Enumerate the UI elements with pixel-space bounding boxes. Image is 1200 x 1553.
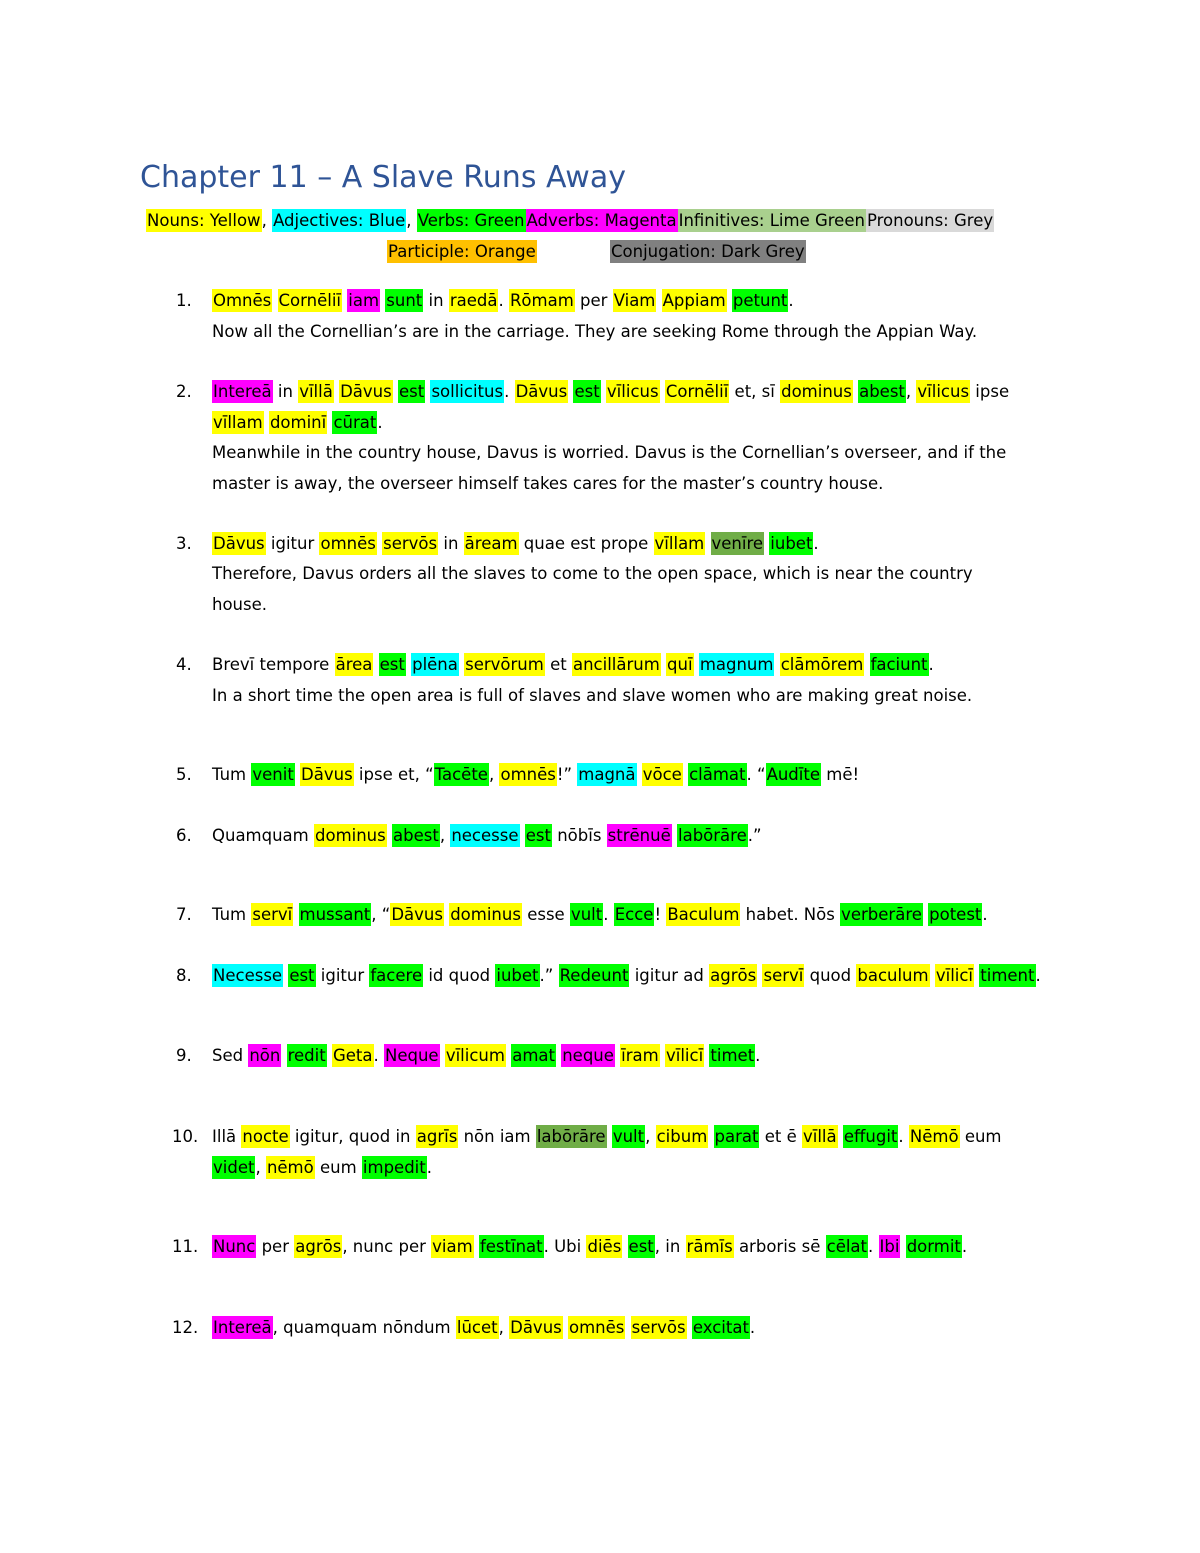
highlighted-word: faciunt	[870, 655, 928, 674]
highlighted-word: servōs	[383, 534, 438, 553]
highlighted-word: Redeunt	[559, 966, 629, 985]
legend-infinitives: Infinitives: Lime Green	[678, 211, 865, 230]
plain-text	[900, 1237, 905, 1256]
translation: Meanwhile in the country house, Davus is worried. Davus is the Cornellian’s overseer, and if the	[212, 443, 1007, 462]
highlighted-word: Geta	[332, 1046, 373, 1065]
highlighted-word: Necesse	[213, 966, 283, 985]
plain-text: Illā	[212, 1127, 242, 1146]
plain-text	[293, 905, 298, 924]
plain-text: .	[377, 413, 383, 432]
highlighted-word: baculum	[857, 966, 929, 985]
highlighted-word: amat	[512, 1046, 555, 1065]
plain-text: arboris sē	[733, 1237, 826, 1256]
highlighted-word: timet	[710, 1046, 755, 1065]
latin-sentence-cont	[212, 1156, 432, 1180]
highlighted-word: agrōs	[710, 966, 757, 985]
item-number: 9.	[176, 1046, 192, 1065]
highlighted-word: Neque	[385, 1046, 439, 1065]
highlighted-word: vīlicus	[606, 382, 659, 401]
translation: master is away, the overseer himself takes cares for the master’s country house.	[212, 474, 884, 493]
item-number: 5.	[176, 765, 192, 784]
highlighted-word: abest	[859, 382, 905, 401]
item-number: 12.	[172, 1318, 199, 1337]
highlighted-word: strēnuē	[607, 826, 671, 845]
plain-text: habet. Nōs	[740, 905, 841, 924]
item-number: 4.	[176, 655, 192, 674]
plain-text: in	[272, 382, 299, 401]
highlighted-word: facere	[370, 966, 423, 985]
highlighted-word: dominus	[315, 826, 386, 845]
plain-text	[272, 291, 277, 310]
latin-sentence	[212, 763, 859, 787]
highlighted-word: Baculum	[667, 905, 740, 924]
plain-text: ,	[905, 382, 917, 401]
plain-text: , “	[371, 905, 391, 924]
plain-text: , nunc per	[342, 1237, 432, 1256]
highlighted-word: vīllā	[299, 382, 333, 401]
legend-conjugation: Conjugation: Dark Grey	[611, 242, 805, 261]
highlighted-word: magnum	[699, 655, 774, 674]
highlighted-word: Nēmō	[909, 1127, 959, 1146]
plain-text: mē!	[821, 765, 860, 784]
translation: In a short time the open area is full of slaves and slave women who are making great noise.	[212, 686, 973, 705]
plain-text: eum	[314, 1158, 362, 1177]
plain-text: . Ubi	[543, 1237, 587, 1256]
plain-text: et	[544, 655, 572, 674]
translation: house.	[212, 595, 268, 614]
plain-text: quae est prope	[518, 534, 654, 553]
highlighted-word: Ibi	[879, 1237, 900, 1256]
highlighted-word: servī	[763, 966, 804, 985]
highlighted-word: rāmīs	[686, 1237, 733, 1256]
highlighted-word: excitat	[692, 1318, 749, 1337]
plain-text: igitur	[265, 534, 320, 553]
plain-text: ,	[488, 765, 500, 784]
highlighted-word: necesse	[451, 826, 519, 845]
plain-text: Tum	[212, 905, 252, 924]
legend-participle: Participle: Orange	[388, 242, 536, 261]
highlighted-word: est	[628, 1237, 654, 1256]
highlighted-word: Rōmam	[509, 291, 574, 310]
highlighted-word: nēmō	[266, 1158, 314, 1177]
plain-text: .”	[539, 966, 559, 985]
plain-text	[656, 291, 661, 310]
highlighted-word: vōce	[642, 765, 682, 784]
item-number: 1.	[176, 291, 192, 310]
latin-sentence	[212, 380, 1009, 404]
plain-text: , in	[654, 1237, 686, 1256]
item-number: 6.	[176, 826, 192, 845]
highlighted-word: neque	[562, 1046, 614, 1065]
item-number: 7.	[176, 905, 192, 924]
highlighted-word: labōrāre	[678, 826, 747, 845]
latin-sentence	[212, 964, 1041, 988]
plain-text: ipse	[970, 382, 1010, 401]
highlighted-word: Ecce	[614, 905, 654, 924]
highlighted-word: mussant	[299, 905, 371, 924]
plain-text: in	[438, 534, 464, 553]
highlighted-word: Cornēliī	[665, 382, 729, 401]
plain-text: ipse et, “	[353, 765, 434, 784]
highlighted-word: venīre	[711, 534, 764, 553]
highlighted-word: āream	[464, 534, 518, 553]
highlighted-word: sollicitus	[431, 382, 504, 401]
plain-text: igitur	[315, 966, 370, 985]
latin-sentence	[212, 289, 794, 313]
latin-sentence-cont	[212, 411, 383, 435]
item-number: 3.	[176, 534, 192, 553]
highlighted-word: est	[289, 966, 315, 985]
highlighted-word: Dāvus	[510, 1318, 562, 1337]
plain-text	[864, 655, 869, 674]
latin-sentence	[212, 824, 762, 848]
highlighted-word: servōrum	[465, 655, 544, 674]
highlighted-word: Dāvus	[391, 905, 443, 924]
highlighted-word: parat	[714, 1127, 759, 1146]
plain-text: .	[813, 534, 819, 553]
plain-text: .	[749, 1318, 756, 1337]
plain-text: , quamquam nōndum	[272, 1318, 456, 1337]
plain-text: .	[755, 1046, 761, 1065]
highlighted-word: dormit	[906, 1237, 961, 1256]
plain-text: esse	[521, 905, 570, 924]
plain-text: eum	[959, 1127, 1002, 1146]
highlighted-word: iam	[348, 291, 380, 310]
legend-pronouns: Pronouns: Grey	[866, 211, 994, 230]
item-number: 11.	[172, 1237, 199, 1256]
plain-text: ,	[255, 1158, 266, 1177]
highlighted-word: ancillārum	[572, 655, 660, 674]
highlighted-word: potest	[929, 905, 982, 924]
highlighted-word: vīllam	[654, 534, 705, 553]
plain-text	[520, 826, 525, 845]
highlighted-word: Tacēte	[434, 765, 488, 784]
highlighted-word: magnā	[578, 765, 636, 784]
highlighted-word: Omnēs	[213, 291, 272, 310]
highlighted-word: sunt	[386, 291, 423, 310]
latin-sentence	[212, 1125, 1002, 1149]
highlighted-word: Cornēliī	[278, 291, 341, 310]
latin-sentence	[212, 903, 988, 927]
latin-sentence	[212, 1316, 755, 1340]
plain-text: .	[426, 1158, 432, 1177]
plain-text: .	[498, 291, 509, 310]
plain-text: Brevī tempore	[212, 655, 335, 674]
plain-text: nōbīs	[551, 826, 607, 845]
plain-text: ,	[645, 1127, 656, 1146]
highlighted-word: cēlat	[826, 1237, 868, 1256]
highlighted-word: redit	[287, 1046, 326, 1065]
plain-text: .	[898, 1127, 909, 1146]
plain-text	[774, 655, 779, 674]
plain-text: in	[423, 291, 449, 310]
highlighted-word: agrōs	[295, 1237, 342, 1256]
highlighted-word: Appiam	[662, 291, 726, 310]
highlighted-word: ārea	[335, 655, 373, 674]
highlighted-word: vīllam	[213, 413, 263, 432]
highlighted-word: quī	[667, 655, 693, 674]
plain-text: .”	[747, 826, 762, 845]
plain-text	[637, 765, 642, 784]
item-number: 10.	[172, 1127, 199, 1146]
highlighted-word: omnēs	[500, 765, 556, 784]
highlighted-word: impedit	[362, 1158, 426, 1177]
plain-text: ,	[439, 826, 451, 845]
item-number: 2.	[176, 382, 192, 401]
highlighted-word: petunt	[732, 291, 788, 310]
plain-text: Sed	[212, 1046, 249, 1065]
plain-text: .	[603, 905, 614, 924]
plain-text: .	[1035, 966, 1041, 985]
highlighted-word: iubet	[496, 966, 539, 985]
highlighted-word: servī	[252, 905, 293, 924]
plain-text: per	[574, 291, 613, 310]
highlighted-word: lūcet	[456, 1318, 498, 1337]
plain-text: .	[961, 1237, 968, 1256]
highlighted-word: Audīte	[766, 765, 820, 784]
plain-text: Tum	[212, 765, 252, 784]
latin-sentence	[212, 532, 819, 556]
plain-text: .	[788, 291, 794, 310]
highlighted-word: vīlicum	[445, 1046, 505, 1065]
highlighted-word: Dāvus	[301, 765, 353, 784]
highlighted-word: venit	[252, 765, 294, 784]
highlighted-word: est	[574, 382, 600, 401]
plain-text: .	[504, 382, 515, 401]
plain-text	[708, 1127, 713, 1146]
highlighted-word: vult	[570, 905, 603, 924]
legend-verbs: Verbs: Green	[417, 211, 525, 230]
latin-sentence	[212, 653, 934, 677]
highlighted-word: verberāre	[841, 905, 922, 924]
highlighted-word: timent	[980, 966, 1035, 985]
plain-text: .	[373, 1046, 384, 1065]
legend-adjectives: Adjectives: Blue	[273, 211, 406, 230]
legend-row-1: Nouns: Yellow, Adjectives: Blue, Verbs: Green Adverbs: Magenta Infinitives: Lime Green Pronouns: Grey	[147, 211, 994, 230]
plain-text	[622, 1237, 627, 1256]
plain-text: .	[982, 905, 988, 924]
translation: Therefore, Davus orders all the slaves to come to the open space, which is near the country	[212, 564, 973, 583]
highlighted-word: omnēs	[320, 534, 376, 553]
highlighted-word: clāmat	[689, 765, 746, 784]
highlighted-word: dominus	[450, 905, 521, 924]
plain-text: !	[654, 905, 667, 924]
highlighted-word: servōs	[631, 1318, 686, 1337]
plain-text: igitur, quod in	[289, 1127, 416, 1146]
highlighted-word: nōn	[249, 1046, 281, 1065]
highlighted-word: agrīs	[416, 1127, 458, 1146]
plain-text: .	[928, 655, 934, 674]
highlighted-word: vīlicus	[917, 382, 970, 401]
plain-text: Quamquam	[212, 826, 314, 845]
highlighted-word: videt	[213, 1158, 255, 1177]
highlighted-word: abest	[393, 826, 439, 845]
plain-text: igitur ad	[629, 966, 710, 985]
legend-adverbs: Adverbs: Magenta	[526, 211, 677, 230]
highlighted-word: vīlicī	[935, 966, 974, 985]
item-number: 8.	[176, 966, 192, 985]
plain-text	[705, 534, 710, 553]
highlighted-word: vult	[612, 1127, 645, 1146]
highlighted-word: est	[398, 382, 425, 401]
highlighted-word: plēna	[412, 655, 458, 674]
highlighted-word: raedā	[449, 291, 498, 310]
highlighted-word: Nunc	[213, 1237, 256, 1256]
highlighted-word: effugit	[843, 1127, 898, 1146]
highlighted-word: Dāvus	[340, 382, 392, 401]
highlighted-word: viam	[432, 1237, 473, 1256]
highlighted-word: cibum	[656, 1127, 708, 1146]
legend-row-2	[387, 240, 537, 264]
highlighted-word: cūrat	[333, 413, 377, 432]
plain-text: et ē	[759, 1127, 802, 1146]
plain-text: !”	[556, 765, 578, 784]
highlighted-word: omnēs	[569, 1318, 625, 1337]
highlighted-word: Intereā	[213, 382, 272, 401]
plain-text: id quod	[423, 966, 496, 985]
plain-text	[625, 1318, 630, 1337]
highlighted-word: Dāvus	[213, 534, 265, 553]
plain-text: . “	[746, 765, 766, 784]
latin-sentence	[212, 1235, 967, 1259]
latin-sentence	[212, 1044, 760, 1068]
highlighted-word: est	[525, 826, 551, 845]
highlighted-word: Dāvus	[515, 382, 568, 401]
legend-nouns: Nouns: Yellow	[147, 211, 261, 230]
highlighted-word: est	[379, 655, 405, 674]
plain-text: nōn iam	[458, 1127, 536, 1146]
plain-text: .	[868, 1237, 879, 1256]
highlighted-word: Intereā	[213, 1318, 272, 1337]
highlighted-word: festīnat	[479, 1237, 543, 1256]
highlighted-word: īram	[621, 1046, 659, 1065]
highlighted-word: clāmōrem	[780, 655, 864, 674]
highlighted-word: iubet	[770, 534, 813, 553]
highlighted-word: labōrāre	[536, 1127, 606, 1146]
translation: Now all the Cornellian’s are in the carriage. They are seeking Rome through the Appian Way.	[212, 322, 978, 341]
plain-text: quod	[804, 966, 857, 985]
highlighted-word: Viam	[613, 291, 656, 310]
plain-text	[281, 1046, 286, 1065]
highlighted-word: diēs	[587, 1237, 622, 1256]
highlighted-word: vīllā	[803, 1127, 837, 1146]
highlighted-word: vīlicī	[665, 1046, 704, 1065]
highlighted-word: nocte	[242, 1127, 289, 1146]
plain-text	[373, 655, 378, 674]
legend-row-2b	[610, 240, 806, 264]
plain-text: ,	[498, 1318, 510, 1337]
plain-text: et, sī	[729, 382, 781, 401]
highlighted-word: dominus	[781, 382, 852, 401]
page-title: Chapter 11 – A Slave Runs Away	[140, 160, 626, 195]
highlighted-word: dominī	[269, 413, 327, 432]
plain-text: per	[256, 1237, 295, 1256]
